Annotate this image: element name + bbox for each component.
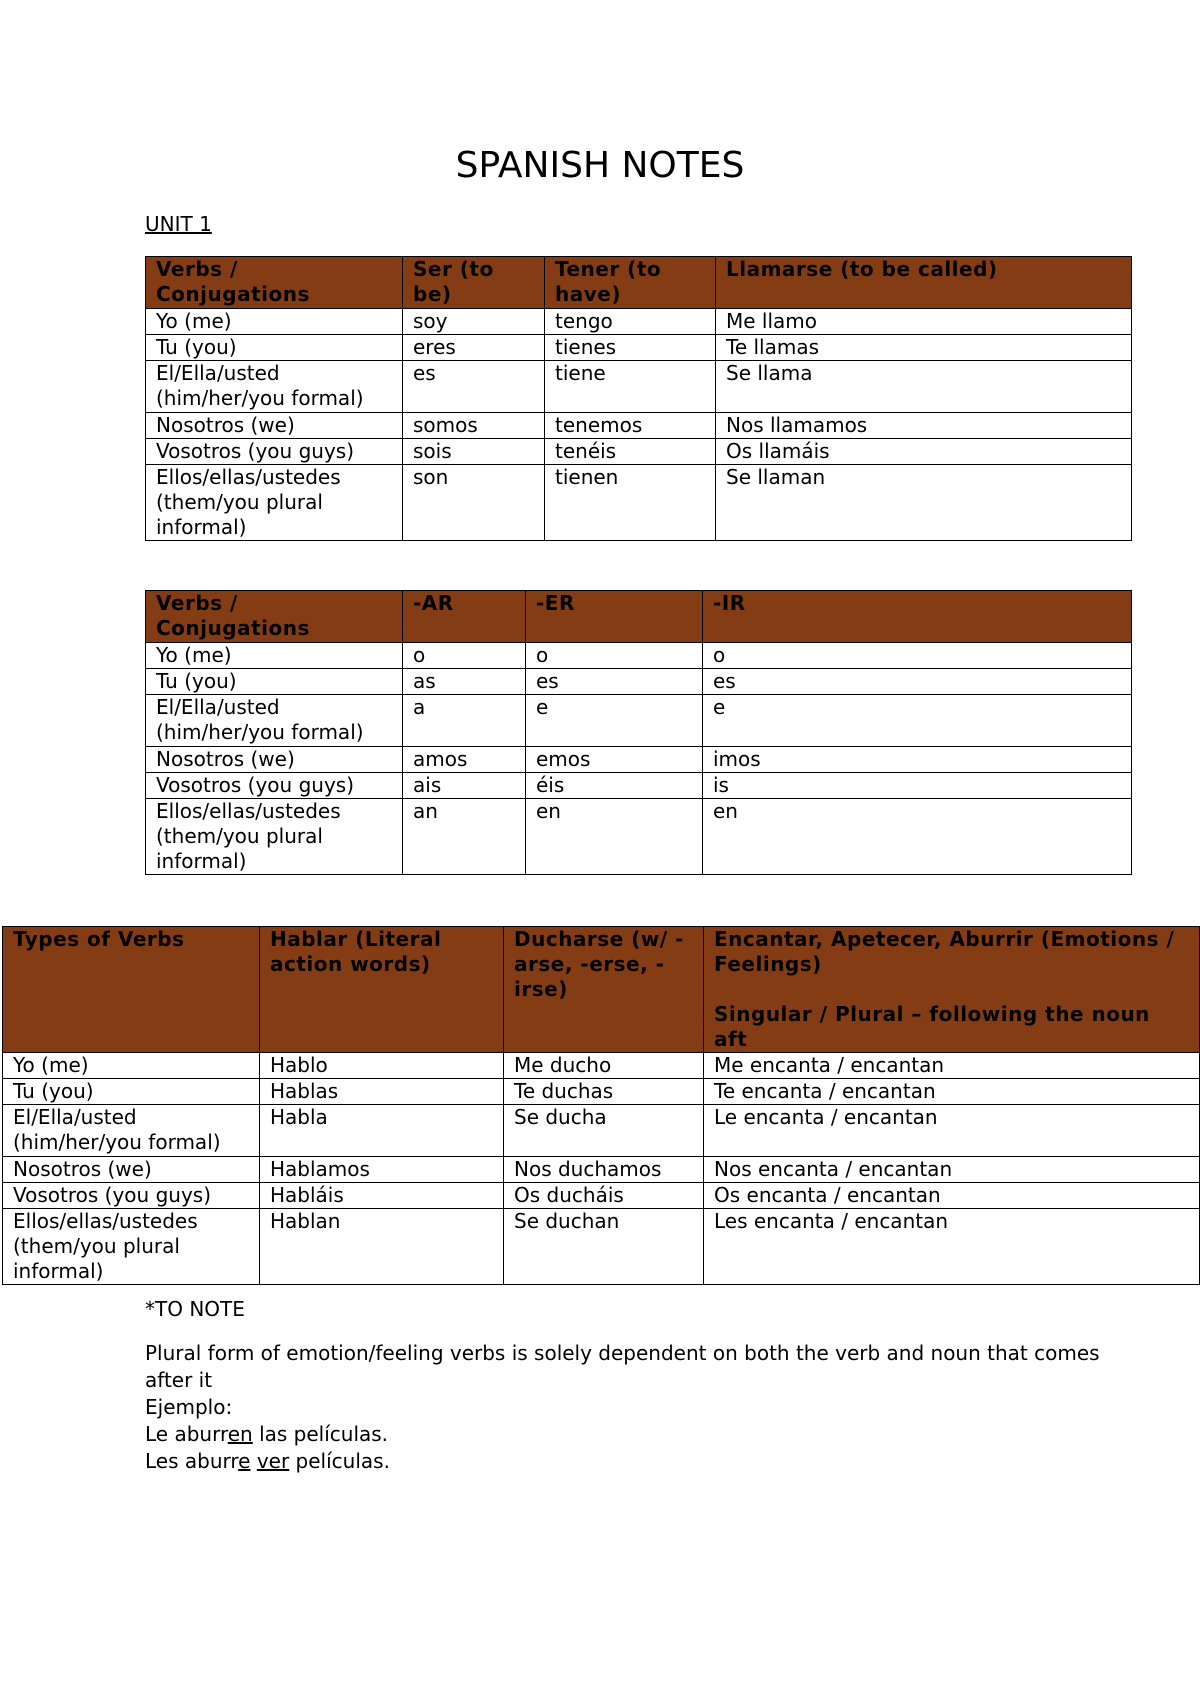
table-cell: eres bbox=[403, 335, 545, 361]
notes-body: Plural form of emotion/feeling verbs is solely dependent on both the verb and noun that comes after it bbox=[145, 1341, 1100, 1392]
table-cell: es bbox=[703, 669, 1132, 695]
table-cell: sois bbox=[403, 439, 545, 465]
header-cell: Ser (to be) bbox=[403, 257, 545, 309]
table-cell: en bbox=[526, 799, 703, 875]
table-cell: son bbox=[403, 465, 545, 541]
example-label: Ejemplo: bbox=[145, 1395, 233, 1419]
table-cell: Nos duchamos bbox=[504, 1157, 704, 1183]
table-cell: Os ducháis bbox=[504, 1183, 704, 1209]
table-cell: Vosotros (you guys) bbox=[146, 439, 403, 465]
verb-types-table bbox=[2, 926, 1200, 1285]
table-cell: tienes bbox=[545, 335, 716, 361]
table-cell: éis bbox=[526, 773, 703, 799]
header-cell: Tener (to have) bbox=[545, 257, 716, 309]
table-cell: es bbox=[526, 669, 703, 695]
table-row bbox=[146, 643, 1132, 669]
table-cell: Le encanta / encantan bbox=[704, 1105, 1200, 1157]
table-cell: El/Ella/usted (him/her/you formal) bbox=[146, 695, 403, 747]
table-row bbox=[146, 439, 1132, 465]
example-sentence-1 bbox=[145, 1421, 1145, 1448]
table-row bbox=[3, 1053, 1200, 1079]
table-cell: Tu (you) bbox=[146, 669, 403, 695]
table-cell: Os encanta / encantan bbox=[704, 1183, 1200, 1209]
table-cell: tengo bbox=[545, 309, 716, 335]
table-cell: Hablan bbox=[260, 1209, 504, 1285]
header-cell: -IR bbox=[703, 591, 1132, 643]
table-row bbox=[3, 1183, 1200, 1209]
table-cell: Hablo bbox=[260, 1053, 504, 1079]
header-cell: Llamarse (to be called) bbox=[716, 257, 1132, 309]
table-cell: Les encanta / encantan bbox=[704, 1209, 1200, 1285]
table-cell: Me encanta / encantan bbox=[704, 1053, 1200, 1079]
table-cell: Os llamáis bbox=[716, 439, 1132, 465]
table-cell: Se llaman bbox=[716, 465, 1132, 541]
table-cell: Nosotros (we) bbox=[146, 747, 403, 773]
example-ending: e bbox=[238, 1449, 251, 1473]
table-cell: tenemos bbox=[545, 413, 716, 439]
example-text: Le aburr bbox=[145, 1422, 228, 1446]
header-cell bbox=[704, 927, 1200, 1053]
table-cell: Nosotros (we) bbox=[146, 413, 403, 439]
example-sentence-2 bbox=[145, 1448, 1145, 1475]
header-cell: Ducharse (w/ -arse, -erse, -irse) bbox=[504, 927, 704, 1053]
table-cell: Nos encanta / encantan bbox=[704, 1157, 1200, 1183]
table-cell: Se ducha bbox=[504, 1105, 704, 1157]
table-cell: amos bbox=[403, 747, 526, 773]
table-cell: en bbox=[703, 799, 1132, 875]
table-header-row bbox=[146, 257, 1132, 309]
header-cell: -AR bbox=[403, 591, 526, 643]
table-cell: Te duchas bbox=[504, 1079, 704, 1105]
table-cell: ais bbox=[403, 773, 526, 799]
table-header-row bbox=[3, 927, 1200, 1053]
table-cell: Hablamos bbox=[260, 1157, 504, 1183]
table-cell: Ellos/ellas/ustedes (them/you plural informal) bbox=[146, 465, 403, 541]
example-text: Les aburr bbox=[145, 1449, 239, 1473]
table-cell: o bbox=[703, 643, 1132, 669]
example-text: las películas. bbox=[252, 1422, 389, 1446]
table-cell: e bbox=[526, 695, 703, 747]
table-cell: Ellos/ellas/ustedes (them/you plural informal) bbox=[146, 799, 403, 875]
table-row bbox=[146, 465, 1132, 541]
table-row bbox=[146, 669, 1132, 695]
table-cell: Habla bbox=[260, 1105, 504, 1157]
table-row bbox=[146, 773, 1132, 799]
table-cell: Se duchan bbox=[504, 1209, 704, 1285]
header-cell: Verbs / Conjugations bbox=[146, 591, 403, 643]
table-cell: Nosotros (we) bbox=[3, 1157, 260, 1183]
notes-heading: *TO NOTE bbox=[145, 1297, 245, 1321]
table-cell: Hablas bbox=[260, 1079, 504, 1105]
table-cell: El/Ella/usted (him/her/you formal) bbox=[146, 361, 403, 413]
table-row bbox=[146, 695, 1132, 747]
table-cell: a bbox=[403, 695, 526, 747]
table-cell: Tu (you) bbox=[3, 1079, 260, 1105]
table-row bbox=[146, 335, 1132, 361]
table-cell: soy bbox=[403, 309, 545, 335]
table-cell: Vosotros (you guys) bbox=[3, 1183, 260, 1209]
irregular-verbs-table bbox=[145, 256, 1132, 541]
notes-section bbox=[145, 1296, 1145, 1475]
table-cell: Te encanta / encantan bbox=[704, 1079, 1200, 1105]
table-row bbox=[146, 747, 1132, 773]
table-cell: e bbox=[703, 695, 1132, 747]
table-row bbox=[3, 1105, 1200, 1157]
table-cell: Yo (me) bbox=[146, 643, 403, 669]
header-cell: Verbs / Conjugations bbox=[146, 257, 403, 309]
table-cell: o bbox=[526, 643, 703, 669]
table-cell: Nos llamamos bbox=[716, 413, 1132, 439]
table-cell: emos bbox=[526, 747, 703, 773]
table-cell: Vosotros (you guys) bbox=[146, 773, 403, 799]
regular-endings-table bbox=[145, 590, 1132, 875]
header-cell: -ER bbox=[526, 591, 703, 643]
table-cell: Yo (me) bbox=[146, 309, 403, 335]
table-cell: o bbox=[403, 643, 526, 669]
table-row bbox=[146, 361, 1132, 413]
table-cell: tienen bbox=[545, 465, 716, 541]
table-row bbox=[3, 1209, 1200, 1285]
header-cell: Types of Verbs bbox=[3, 927, 260, 1053]
table-cell: Te llamas bbox=[716, 335, 1132, 361]
table-cell: Tu (you) bbox=[146, 335, 403, 361]
table-cell: as bbox=[403, 669, 526, 695]
table-cell: Me llamo bbox=[716, 309, 1132, 335]
example-text: películas. bbox=[289, 1449, 390, 1473]
example-ending: ver bbox=[256, 1449, 290, 1473]
table-cell: Yo (me) bbox=[3, 1053, 260, 1079]
unit-heading: UNIT 1 bbox=[145, 212, 212, 236]
header-note: Singular / Plural – following the noun aft bbox=[714, 1002, 1150, 1051]
table-row bbox=[146, 309, 1132, 335]
header-text: Encantar, Apetecer, Aburrir (Emotions / Feelings) bbox=[714, 927, 1175, 976]
table-cell: tiene bbox=[545, 361, 716, 413]
table-cell: Me ducho bbox=[504, 1053, 704, 1079]
table-row bbox=[146, 413, 1132, 439]
table-cell: imos bbox=[703, 747, 1132, 773]
table-cell: Ellos/ellas/ustedes (them/you plural informal) bbox=[3, 1209, 260, 1285]
table-cell: es bbox=[403, 361, 545, 413]
table-cell: tenéis bbox=[545, 439, 716, 465]
table-cell: is bbox=[703, 773, 1132, 799]
page-title: SPANISH NOTES bbox=[455, 145, 745, 186]
table-cell: Habláis bbox=[260, 1183, 504, 1209]
table-row bbox=[3, 1157, 1200, 1183]
header-cell: Hablar (Literal action words) bbox=[260, 927, 504, 1053]
table-cell: Se llama bbox=[716, 361, 1132, 413]
table-row bbox=[146, 799, 1132, 875]
table-row bbox=[3, 1079, 1200, 1105]
table-cell: El/Ella/usted (him/her/you formal) bbox=[3, 1105, 260, 1157]
table-cell: somos bbox=[403, 413, 545, 439]
table-header-row bbox=[146, 591, 1132, 643]
example-ending: en bbox=[227, 1422, 253, 1446]
table-cell: an bbox=[403, 799, 526, 875]
